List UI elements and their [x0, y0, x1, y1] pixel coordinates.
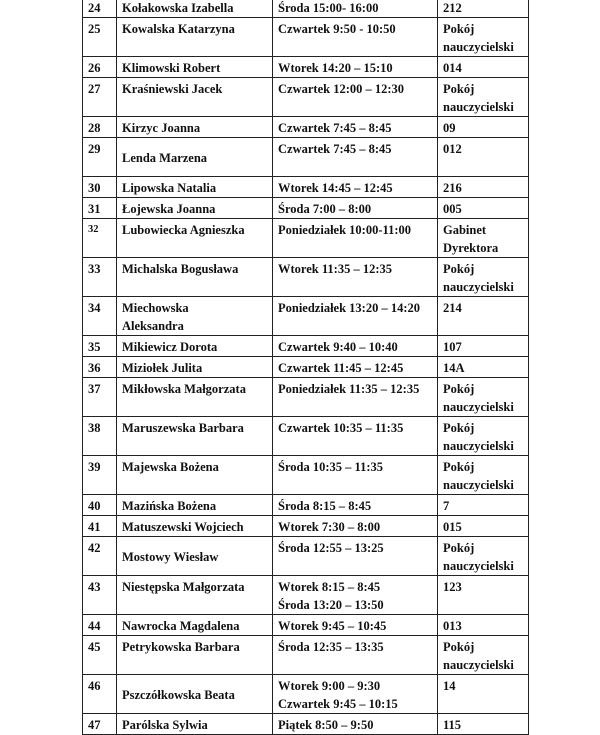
table-row: [83, 57, 529, 78]
teacher-name-line: Kirzyc Joanna: [122, 121, 201, 135]
room-line: 14A: [443, 361, 465, 375]
consultation-time-cell: [273, 57, 438, 78]
room-line: 012: [443, 142, 462, 156]
room-line: Pokój: [443, 82, 475, 96]
consultation-time-cell: [273, 117, 438, 138]
room-line: nauczycielski: [443, 400, 514, 414]
room-cell: [438, 138, 529, 177]
consultation-time-line: Wtorek 9:00 – 9:30: [278, 679, 381, 693]
consultation-time-cell: [273, 495, 438, 516]
table-row: [83, 357, 529, 378]
consultation-time-line: Środa 15:00- 16:00: [278, 1, 379, 15]
consultation-time-line: Czwartek 10:35 – 11:35: [278, 421, 404, 435]
teacher-name-cell: [117, 297, 273, 336]
row-number-cell: 29: [83, 138, 117, 177]
consultation-time-cell: [273, 615, 438, 636]
row-number-cell: 39: [83, 456, 117, 495]
teacher-name-line: Pszczółkowska Beata: [122, 688, 235, 702]
teacher-name-cell: [117, 57, 273, 78]
consultation-time-cell: [273, 336, 438, 357]
teacher-name-line: Mikłowska Małgorzata: [122, 382, 246, 396]
consultation-time-cell: [273, 138, 438, 177]
table-row: [83, 714, 529, 735]
teacher-name-cell: [117, 417, 273, 456]
teacher-name-line: Nawrocka Magdalena: [122, 619, 240, 633]
consultation-time-line: Wtorek 14:20 – 15:10: [278, 61, 393, 75]
room-line: 123: [443, 580, 462, 594]
table-row: [83, 378, 529, 417]
consultation-time-line: Czwartek 9:45 – 10:15: [278, 697, 398, 711]
room-cell: [438, 378, 529, 417]
room-line: 115: [443, 718, 462, 732]
teacher-name-cell: [117, 258, 273, 297]
room-line: 216: [443, 181, 462, 195]
teacher-name-cell: [117, 456, 273, 495]
room-cell: [438, 336, 529, 357]
teacher-name-line: Aleksandra: [122, 319, 184, 333]
room-cell: [438, 219, 529, 258]
room-line: Gabinet: [443, 223, 487, 237]
table-row: [83, 636, 529, 675]
room-cell: [438, 516, 529, 537]
teacher-name-cell: [117, 576, 273, 615]
room-line: 014: [443, 61, 462, 75]
table-row: [83, 117, 529, 138]
table-row: [83, 219, 529, 258]
consultation-time-line: Wtorek 7:30 – 8:00: [278, 520, 381, 534]
row-number-cell: 25: [83, 18, 117, 57]
room-line: Pokój: [443, 460, 475, 474]
row-number-cell: 24: [83, 0, 117, 18]
teacher-name-line: Majewska Bożena: [122, 460, 219, 474]
row-number-cell: 30: [83, 177, 117, 198]
teacher-name-line: Klimowski Robert: [122, 61, 221, 75]
room-cell: [438, 57, 529, 78]
room-line: 09: [443, 121, 456, 135]
room-line: nauczycielski: [443, 559, 514, 573]
teacher-name-line: Kraśniewski Jacek: [122, 82, 223, 96]
room-cell: [438, 495, 529, 516]
teacher-name-cell: [117, 177, 273, 198]
room-line: Pokój: [443, 382, 475, 396]
room-line: Pokój: [443, 421, 475, 435]
consultation-time-line: Środa 13:20 – 13:50: [278, 598, 384, 612]
row-number-cell: 34: [83, 297, 117, 336]
room-line: Pokój: [443, 640, 475, 654]
row-number-cell: 28: [83, 117, 117, 138]
teacher-name-line: Parólska Sylwia: [122, 718, 208, 732]
teacher-name-cell: [117, 138, 273, 177]
row-number-cell: 44: [83, 615, 117, 636]
table-row: [83, 258, 529, 297]
room-cell: [438, 78, 529, 117]
consultation-time-cell: [273, 177, 438, 198]
teacher-name-cell: [117, 117, 273, 138]
consultation-time-line: Czwartek 9:40 – 10:40: [278, 340, 398, 354]
room-cell: [438, 615, 529, 636]
consultation-time-cell: [273, 219, 438, 258]
table-row: [83, 516, 529, 537]
teacher-name-line: Miechowska: [122, 301, 189, 315]
room-cell: [438, 576, 529, 615]
table-row: [83, 0, 529, 18]
table-row: [83, 336, 529, 357]
room-cell: [438, 18, 529, 57]
teacher-name-line: Michalska Bogusława: [122, 262, 239, 276]
teacher-name-cell: [117, 495, 273, 516]
row-number-cell: 45: [83, 636, 117, 675]
teacher-name-line: Łojewska Joanna: [122, 202, 216, 216]
teacher-name-cell: [117, 516, 273, 537]
room-cell: [438, 675, 529, 714]
consultation-time-cell: [273, 636, 438, 675]
schedule-table-body: [83, 0, 529, 735]
room-cell: [438, 636, 529, 675]
room-line: nauczycielski: [443, 439, 514, 453]
room-cell: [438, 537, 529, 576]
teacher-name-line: Lenda Marzena: [122, 151, 208, 165]
teacher-name-cell: [117, 18, 273, 57]
consultation-time-line: Wtorek 11:35 – 12:35: [278, 262, 392, 276]
consultation-time-cell: [273, 516, 438, 537]
table-row: [83, 138, 529, 177]
teacher-name-line: Mostowy Wiesław: [122, 550, 219, 564]
consultation-time-cell: [273, 258, 438, 297]
row-number-cell: 40: [83, 495, 117, 516]
room-cell: [438, 198, 529, 219]
consultation-time-cell: [273, 357, 438, 378]
teacher-name-line: Mikiewicz Dorota: [122, 340, 218, 354]
consultation-time-line: Czwartek 9:50 - 10:50: [278, 22, 396, 36]
room-line: Pokój: [443, 262, 475, 276]
consultation-time-line: Środa 10:35 – 11:35: [278, 460, 383, 474]
table-row: [83, 198, 529, 219]
room-line: nauczycielski: [443, 658, 514, 672]
row-number-cell: 27: [83, 78, 117, 117]
table-row: [83, 456, 529, 495]
table-row: [83, 18, 529, 57]
room-cell: [438, 117, 529, 138]
room-line: 107: [443, 340, 462, 354]
consultation-time-line: Czwartek 7:45 – 8:45: [278, 121, 392, 135]
room-line: nauczycielski: [443, 100, 514, 114]
row-number-cell: 33: [83, 258, 117, 297]
row-number-cell: 32: [83, 219, 117, 258]
consultation-time-line: Czwartek 11:45 – 12:45: [278, 361, 404, 375]
consultation-time-line: Środa 8:15 – 8:45: [278, 499, 372, 513]
room-cell: [438, 0, 529, 18]
consultation-time-cell: [273, 0, 438, 18]
consultation-time-cell: [273, 576, 438, 615]
consultation-time-cell: [273, 198, 438, 219]
teacher-name-line: Miziołek Julita: [122, 361, 203, 375]
teacher-name-line: Kowalska Katarzyna: [122, 22, 235, 36]
row-number-cell: 26: [83, 57, 117, 78]
table-row: [83, 177, 529, 198]
room-line: Pokój: [443, 541, 475, 555]
teacher-name-cell: [117, 615, 273, 636]
consultation-time-cell: [273, 18, 438, 57]
room-line: 212: [443, 1, 462, 15]
consultation-time-line: Wtorek 8:15 – 8:45: [278, 580, 381, 594]
consultation-time-cell: [273, 675, 438, 714]
teacher-name-cell: [117, 219, 273, 258]
teacher-name-line: Mazińska Bożena: [122, 499, 217, 513]
room-line: nauczycielski: [443, 40, 514, 54]
row-number-cell: 41: [83, 516, 117, 537]
consultation-time-line: Wtorek 9:45 – 10:45: [278, 619, 387, 633]
room-line: 214: [443, 301, 462, 315]
teacher-name-cell: [117, 336, 273, 357]
row-number-cell: 31: [83, 198, 117, 219]
teacher-name-cell: [117, 714, 273, 735]
room-line: nauczycielski: [443, 280, 514, 294]
table-row: [83, 297, 529, 336]
consultation-time-cell: [273, 456, 438, 495]
teacher-name-cell: [117, 636, 273, 675]
consultation-schedule-table: [82, 0, 529, 735]
room-cell: [438, 357, 529, 378]
consultation-time-line: Środa 12:35 – 13:35: [278, 640, 384, 654]
teacher-name-line: Lipowska Natalia: [122, 181, 217, 195]
consultation-time-line: Czwartek 7:45 – 8:45: [278, 142, 392, 156]
teacher-name-cell: [117, 357, 273, 378]
teacher-name-cell: [117, 378, 273, 417]
consultation-time-line: Środa 12:55 – 13:25: [278, 541, 384, 555]
room-line: 14: [443, 679, 456, 693]
row-number-cell: 35: [83, 336, 117, 357]
room-line: Pokój: [443, 22, 475, 36]
row-number-cell: 42: [83, 537, 117, 576]
consultation-time-line: Wtorek 14:45 – 12:45: [278, 181, 393, 195]
table-row: [83, 615, 529, 636]
room-cell: [438, 177, 529, 198]
table-row: [83, 417, 529, 456]
room-line: 005: [443, 202, 462, 216]
consultation-time-line: Czwartek 12:00 – 12:30: [278, 82, 405, 96]
row-number-cell: 47: [83, 714, 117, 735]
consultation-time-cell: [273, 78, 438, 117]
teacher-name-line: Maruszewska Barbara: [122, 421, 244, 435]
row-number-cell: 37: [83, 378, 117, 417]
room-line: 7: [443, 499, 450, 513]
room-cell: [438, 258, 529, 297]
consultation-time-line: Poniedziałek 10:00-11:00: [278, 223, 411, 237]
room-cell: [438, 417, 529, 456]
consultation-time-cell: [273, 297, 438, 336]
teacher-name-line: Lubowiecka Agnieszka: [122, 223, 245, 237]
row-number-cell: 36: [83, 357, 117, 378]
consultation-time-line: Piątek 8:50 – 9:50: [278, 718, 374, 732]
table-row: [83, 576, 529, 615]
row-number-cell: 43: [83, 576, 117, 615]
room-cell: [438, 456, 529, 495]
teacher-name-cell: [117, 675, 273, 714]
room-line: nauczycielski: [443, 478, 514, 492]
teacher-name-line: Niestępska Małgorzata: [122, 580, 245, 594]
teacher-name-cell: [117, 537, 273, 576]
room-line: 015: [443, 520, 462, 534]
row-number-cell: 46: [83, 675, 117, 714]
table-row: [83, 675, 529, 714]
consultation-time-cell: [273, 537, 438, 576]
consultation-time-cell: [273, 714, 438, 735]
room-line: Dyrektora: [443, 241, 499, 255]
row-number-cell: 38: [83, 417, 117, 456]
consultation-time-cell: [273, 378, 438, 417]
consultation-time-line: Poniedziałek 13:20 – 14:20: [278, 301, 421, 315]
teacher-name-cell: [117, 78, 273, 117]
room-cell: [438, 297, 529, 336]
room-line: 013: [443, 619, 462, 633]
consultation-time-line: Poniedziałek 11:35 – 12:35: [278, 382, 420, 396]
teacher-name-line: Petrykowska Barbara: [122, 640, 240, 654]
table-row: [83, 78, 529, 117]
teacher-name-line: Kołakowska Izabella: [122, 1, 234, 15]
room-cell: [438, 714, 529, 735]
consultation-time-cell: [273, 417, 438, 456]
teacher-name-line: Matuszewski Wojciech: [122, 520, 244, 534]
teacher-name-cell: [117, 0, 273, 18]
consultation-time-line: Środa 7:00 – 8:00: [278, 202, 372, 216]
teacher-name-cell: [117, 198, 273, 219]
table-row: [83, 495, 529, 516]
table-row: [83, 537, 529, 576]
